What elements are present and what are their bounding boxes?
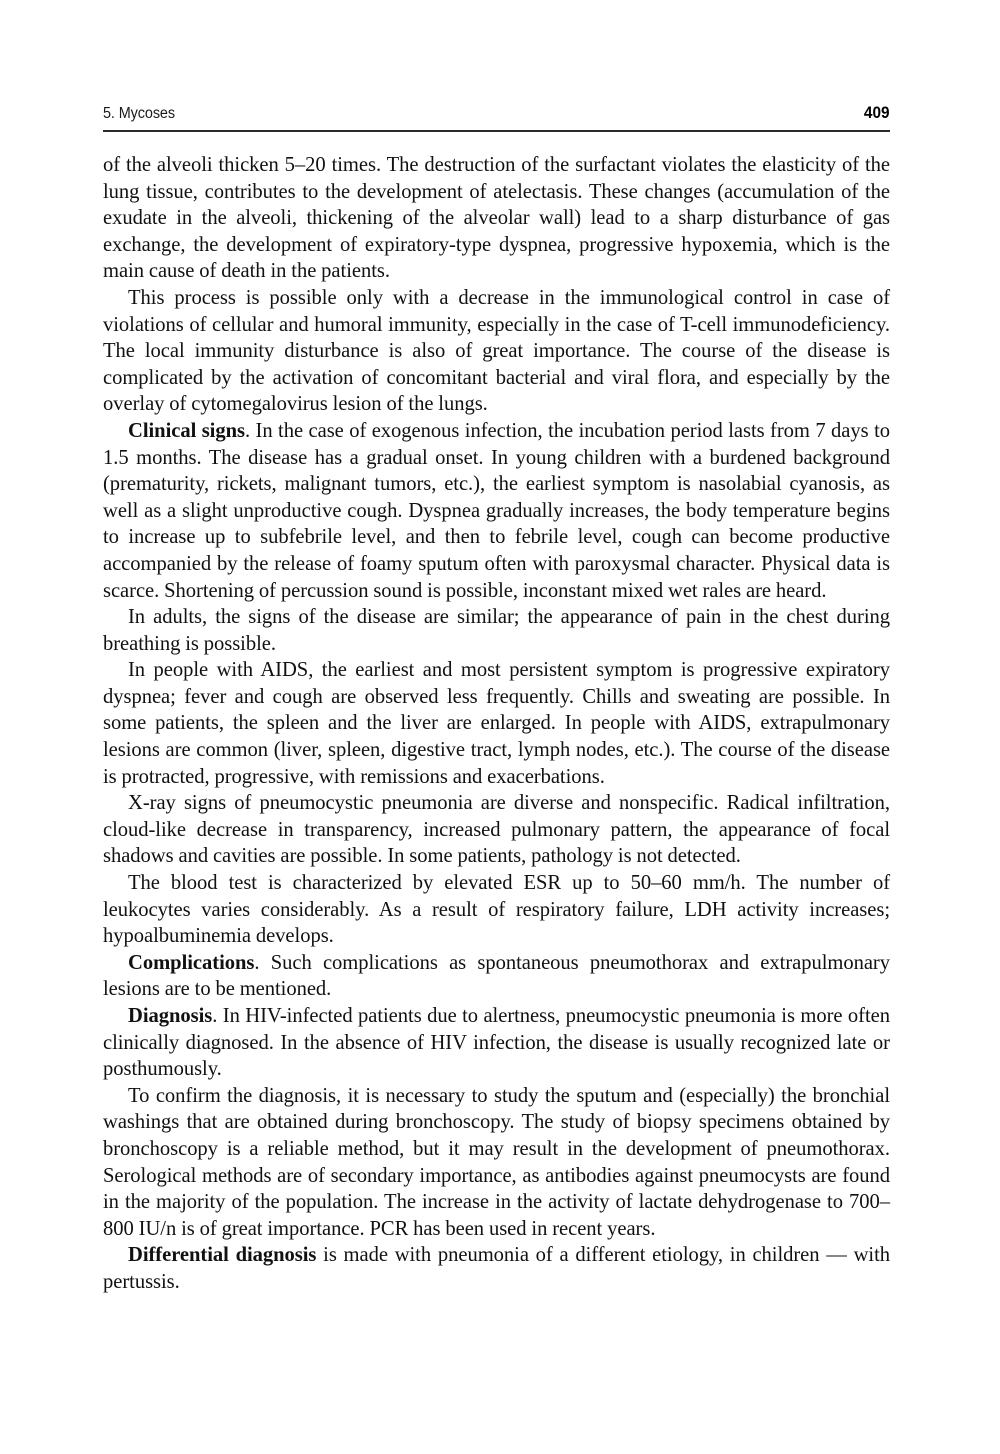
paragraph-text: This process is possible only with a decrease in the immunological control in case of violations of cellular and humoral immunity, especially in the case of T-cell immunodeficiency. The local immunity disturbance is also of great importance. The course of the disease is complicated by the activation of concomitant bacterial and viral flora, and especially by the overlay of cytomegalovirus lesion of the lungs.	[103, 286, 890, 416]
paragraph-p-adults	[103, 604, 890, 657]
paragraph-p-blood-test	[103, 870, 890, 950]
running-head	[103, 104, 890, 123]
running-head-chapter-title: 5. Mycoses	[103, 105, 175, 122]
paragraph-text: is made with pneumonia of a different etiology, in children — with pertussis.	[103, 1244, 890, 1293]
paragraph-p-alveoli-thicken	[103, 152, 890, 285]
paragraph-p-complications	[103, 950, 890, 1003]
paragraph-text: In adults, the signs of the disease are similar; the appearance of pain in the chest during breathing is possible.	[103, 606, 890, 655]
paragraph-lead-in: Complications	[128, 951, 255, 974]
paragraph-text: of the alveoli thicken 5–20 times. The destruction of the surfactant violates the elasticity of the lung tissue, contributes to the development of atelectasis. These changes (accumulation of the exudate in the alveoli, thickening of the alveolar wall) lead to a sharp disturbance of gas exchange, the development of expiratory-type dyspnea, progressive hypoxemia, which is the main cause of death in the patients.	[103, 154, 890, 283]
paragraph-text: X-ray signs of pneumocystic pneumonia are diverse and nonspecific. Radical infiltration, cloud-like decrease in transparency, increased pulmonary pattern, the appearance of focal shadows and cavities are possible. In some patients, pathology is not detected.	[103, 792, 890, 868]
paragraph-text: . In HIV-infected patients due to alertness, pneumocystic pneumonia is more often clinically diagnosed. In the absence of HIV infection, the disease is usually recognized late or posthumously.	[103, 1005, 890, 1081]
page-number: 409	[864, 104, 890, 122]
paragraph-lead-in: Differential diagnosis	[128, 1244, 317, 1267]
paragraph-p-clinical-signs	[103, 418, 890, 604]
paragraph-lead-in: Clinical signs	[128, 419, 245, 442]
paragraph-text: To confirm the diagnosis, it is necessary to study the sputum and (especially) the bronchial washings that are obtained during bronchoscopy. The study of biopsy specimens obtained by bronchoscopy is a reliable method, but it may result in the development of pneumothorax. Serological methods are of secondary importance, as antibodies against pneumocysts are found in the majority of the population. The increase in the activity of lactate dehydrogenase to 700–800 IU/n is of great importance. PCR has been used in recent years.	[103, 1084, 890, 1240]
paragraph-p-xray	[103, 790, 890, 870]
paragraph-text: In people with AIDS, the earliest and most persistent symptom is progressive expiratory dyspnea; fever and cough are observed less frequently. Chills and sweating are possible. In some patients, the spleen and the liver are enlarged. In people with AIDS, extrapulmonary lesions are common (liver, spleen, digestive tract, lymph nodes, etc.). The course of the disease is protracted, progressive, with remissions and exacerbations.	[103, 659, 890, 788]
paragraph-p-immunological-control	[103, 285, 890, 418]
paragraph-text: . In the case of exogenous infection, the incubation period lasts from 7 days to 1.5 months. The disease has a gradual onset. In young children with a burdened background (prematurity, rickets, malignant tumors, etc.), the earliest symptom is nasolabial cyanosis, as well as a slight unproductive cough. Dyspnea gradually increases, the body temperature begins to increase up to subfebrile level, and then to febrile level, cough can become productive accompanied by the release of foamy sputum often with paroxysmal character. Physical data is scarce. Shortening of percussion sound is possible, inconstant mixed wet rales are heard.	[103, 419, 890, 602]
paragraph-p-confirm-diagnosis	[103, 1083, 890, 1243]
running-head-rule	[103, 130, 890, 132]
paragraph-text: . Such complications as spontaneous pneumothorax and extrapulmonary lesions are to be mentioned.	[103, 951, 890, 1001]
paragraph-text: The blood test is characterized by elevated ESR up to 50–60 mm/h. The number of leukocytes varies considerably. As a result of respiratory failure, LDH activity increases; hypoalbuminemia develops.	[103, 872, 890, 948]
paragraph-p-differential-diagnosis	[103, 1242, 890, 1295]
paragraph-p-diagnosis	[103, 1003, 890, 1083]
paragraph-lead-in: Diagnosis	[128, 1005, 213, 1027]
body-text-block	[103, 152, 890, 1296]
paragraph-p-aids	[103, 657, 890, 790]
